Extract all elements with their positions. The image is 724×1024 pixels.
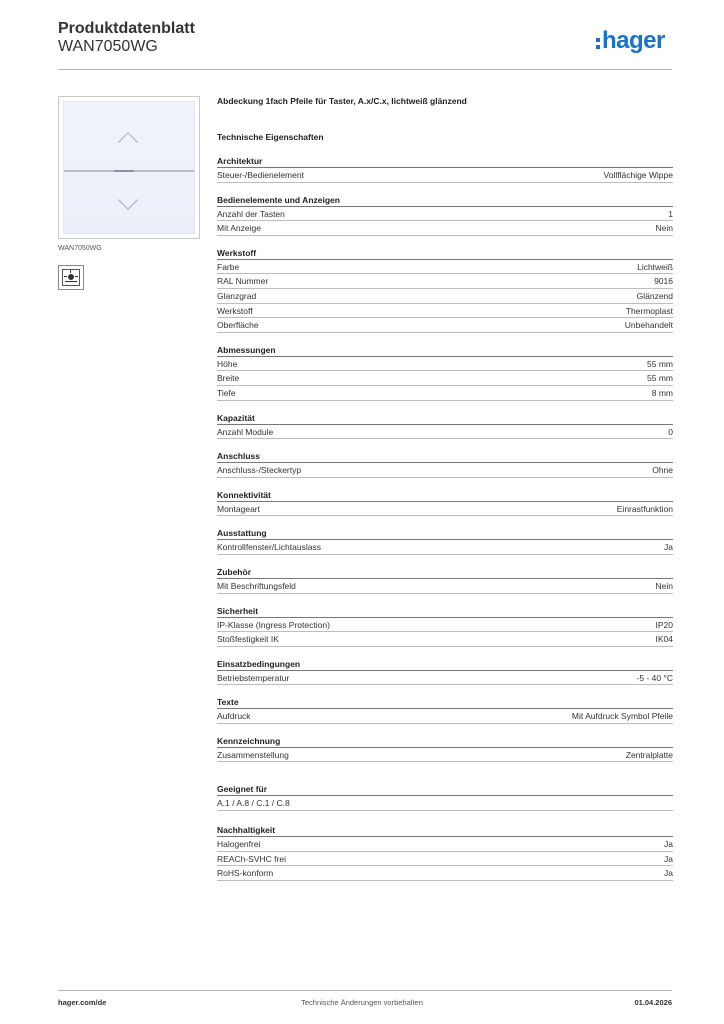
spec-value: Einrastfunktion <box>616 503 673 514</box>
spec-row <box>217 221 673 236</box>
product-image <box>58 96 200 239</box>
spec-group-title: Kapazität <box>217 411 673 425</box>
spec-group-title: Anschluss <box>217 449 673 463</box>
spec-row <box>217 260 673 275</box>
header-divider <box>58 69 672 70</box>
spec-value: Lichtweiß <box>637 261 673 272</box>
spec-group <box>217 246 673 333</box>
spec-value: Vollflächige Wippe <box>603 170 673 180</box>
spec-group <box>217 343 673 401</box>
spec-group <box>217 734 673 763</box>
specification-area <box>217 96 673 881</box>
spec-value: 55 mm <box>647 358 673 369</box>
spec-row <box>217 463 673 478</box>
spec-row <box>217 502 673 517</box>
spec-value: 8 mm <box>651 387 673 398</box>
light-window-icon <box>58 265 84 290</box>
spec-group-title: Werkstoff <box>217 246 673 260</box>
spec-row <box>217 168 673 183</box>
spec-group-title: Zubehör <box>217 565 673 579</box>
spec-group <box>217 411 673 440</box>
footer-website-link[interactable]: hager.com/de <box>58 998 107 1007</box>
spec-label: Oberfläche <box>217 320 259 331</box>
spec-row <box>217 866 673 881</box>
spec-group <box>217 695 673 724</box>
spec-label: Höhe <box>217 358 238 369</box>
footer-date: 01.04.2026 <box>634 998 672 1007</box>
spec-label: IP-Klasse (Ingress Protection) <box>217 619 330 630</box>
spec-label: Anschluss-/Steckertyp <box>217 465 302 476</box>
spec-label: Anzahl Module <box>217 426 274 437</box>
spec-row <box>217 304 673 319</box>
spec-row <box>217 540 673 555</box>
spec-value: Ja <box>664 853 673 864</box>
spec-label: RAL Nummer <box>217 276 269 287</box>
spec-group <box>217 526 673 555</box>
spec-row <box>217 671 673 686</box>
spec-row <box>217 289 673 304</box>
spec-label: Mit Beschriftungsfeld <box>217 580 296 591</box>
spec-group-title: Texte <box>217 695 673 709</box>
spec-value: Ja <box>664 868 673 879</box>
spec-group <box>217 782 673 811</box>
spec-group-title: Geeignet für <box>217 782 673 796</box>
spec-value: 9016 <box>654 276 673 287</box>
spec-row <box>217 386 673 401</box>
arrow-up-icon <box>118 132 138 152</box>
spec-label: A.1 / A.8 / C.1 / C.8 <box>217 798 290 809</box>
spec-label: Breite <box>217 373 240 384</box>
logo-text: hager <box>602 27 665 54</box>
footer-note: Technische Änderungen vorbehalten <box>301 998 423 1007</box>
spec-group-title: Ausstattung <box>217 526 673 540</box>
spec-value: IP20 <box>655 619 673 630</box>
spec-row <box>217 618 673 633</box>
spec-group <box>217 154 673 183</box>
spec-row <box>217 274 673 289</box>
spec-row <box>217 852 673 867</box>
spec-value: Unbehandelt <box>624 320 673 331</box>
spec-label: Kontrollfenster/Lichtauslass <box>217 542 321 553</box>
document-title: Produktdatenblatt <box>58 20 195 37</box>
spec-row <box>217 837 673 852</box>
specification-groups <box>217 154 673 881</box>
logo-colon-icon <box>596 31 600 51</box>
spec-value: -5 - 40 °C <box>636 672 673 683</box>
spec-label: Aufdruck <box>217 711 251 722</box>
spec-value: 55 mm <box>647 373 673 384</box>
spec-value: Mit Aufdruck Symbol Pfeile <box>571 711 673 722</box>
cover-plate-illustration <box>63 101 195 234</box>
spec-group-title: Nachhaltigkeit <box>217 823 673 837</box>
spec-label: Halogenfrei <box>217 839 261 850</box>
spec-group-title: Sicherheit <box>217 604 673 618</box>
spec-label: RoHS-konform <box>217 868 274 879</box>
spec-value: Ja <box>664 542 673 553</box>
spec-group <box>217 193 673 236</box>
spec-row <box>217 796 673 811</box>
spec-value: Ja <box>664 839 673 850</box>
spec-group-title: Bedienelemente und Anzeigen <box>217 193 673 207</box>
spec-row <box>217 425 673 440</box>
footer-divider <box>58 990 672 991</box>
spec-group-title: Kennzeichnung <box>217 734 673 748</box>
spec-value: Thermoplast <box>625 305 673 316</box>
arrow-down-icon <box>118 190 138 210</box>
product-image-caption: WAN7050WG <box>58 245 102 252</box>
spec-value: Ohne <box>652 465 673 476</box>
spec-value: Nein <box>655 580 673 591</box>
spec-label: Tiefe <box>217 387 236 398</box>
spec-label: Montageart <box>217 503 260 514</box>
product-code: WAN7050WG <box>58 38 158 55</box>
spec-label: Zusammenstellung <box>217 749 289 760</box>
spec-group <box>217 657 673 686</box>
spec-label: REACh-SVHC frei <box>217 853 286 864</box>
hager-logo <box>596 27 665 55</box>
spec-value: Zentralplatte <box>625 749 673 760</box>
spec-row <box>217 748 673 763</box>
product-description: Abdeckung 1fach Pfeile für Taster, A.x/C.x, lichtweiß glänzend <box>217 96 467 106</box>
spec-label: Glanzgrad <box>217 290 257 301</box>
spec-row <box>217 207 673 222</box>
spec-label: Steuer-/Bedienelement <box>217 170 304 180</box>
rocker-divider <box>64 170 194 172</box>
spec-row <box>217 632 673 647</box>
spec-label: Betriebstemperatur <box>217 672 290 683</box>
spec-group <box>217 565 673 594</box>
technical-properties-heading: Technische Eigenschaften <box>217 132 324 142</box>
spec-value: Nein <box>655 223 673 234</box>
spec-group-title: Abmessungen <box>217 343 673 357</box>
spec-value: 0 <box>668 426 673 437</box>
spec-group-title: Architektur <box>217 154 673 168</box>
spec-row <box>217 371 673 386</box>
spec-label: Werkstoff <box>217 305 253 316</box>
spec-value: 1 <box>668 208 673 219</box>
spec-group <box>217 449 673 478</box>
spec-group-title: Einsatzbedingungen <box>217 657 673 671</box>
spec-value: IK04 <box>655 634 673 645</box>
spec-group-title: Konnektivität <box>217 488 673 502</box>
spec-group <box>217 604 673 647</box>
spec-group <box>217 488 673 517</box>
spec-group <box>217 823 673 881</box>
spec-label: Farbe <box>217 261 240 272</box>
spec-label: Anzahl der Tasten <box>217 208 285 219</box>
spec-row <box>217 579 673 594</box>
spec-row <box>217 318 673 333</box>
spec-row <box>217 357 673 372</box>
spec-label: Mit Anzeige <box>217 223 261 234</box>
spec-value: Glänzend <box>636 290 673 301</box>
spec-label: Stoßfestigkeit IK <box>217 634 279 645</box>
spec-row <box>217 709 673 724</box>
